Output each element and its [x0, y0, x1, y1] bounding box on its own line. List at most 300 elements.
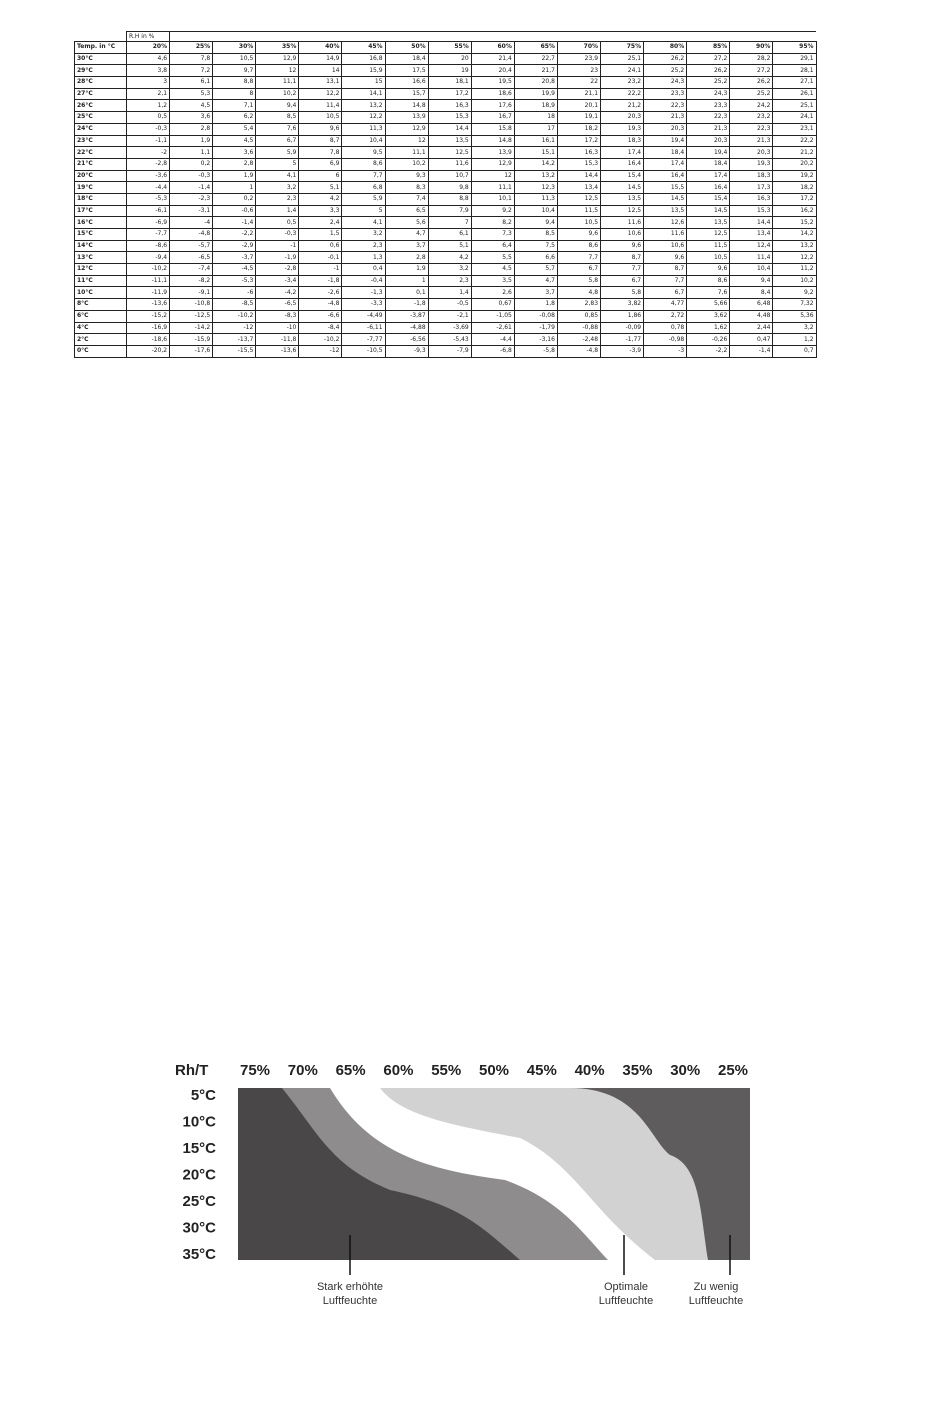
dew-point-value: 17,5 — [385, 65, 428, 77]
dew-point-value: -10,5 — [342, 345, 385, 357]
dew-point-value: -0,26 — [687, 334, 730, 346]
dew-point-value: -3,6 — [127, 170, 170, 182]
dew-point-value: 3,7 — [514, 287, 557, 299]
dew-point-value: 3,2 — [256, 182, 299, 194]
dew-point-value: -7,9 — [428, 345, 471, 357]
dew-point-value: 14,8 — [385, 100, 428, 112]
dew-point-value: 26,2 — [644, 53, 687, 65]
temperature-label: 10°C — [182, 1113, 216, 1131]
dew-point-value: 5,66 — [687, 299, 730, 311]
dew-point-value: 1,2 — [127, 100, 170, 112]
dew-point-value: -8,4 — [299, 322, 342, 334]
humidity-header — [240, 1062, 748, 1079]
dew-point-value: 0,5 — [256, 217, 299, 229]
temperature-column-header: Temp. in °C — [75, 42, 127, 54]
dew-point-value: -2,3 — [170, 193, 213, 205]
dew-point-value: 11,4 — [299, 100, 342, 112]
dew-point-value: 1 — [213, 182, 256, 194]
dew-point-value: 1,9 — [213, 170, 256, 182]
dew-point-value: 1,4 — [428, 287, 471, 299]
humidity-label: 50% — [479, 1062, 510, 1079]
dew-point-value: 6,1 — [170, 77, 213, 89]
dew-point-value: 20 — [428, 53, 471, 65]
dew-point-value: 22 — [557, 77, 600, 89]
temperature-label: 30°C — [182, 1219, 216, 1237]
dew-point-value: 9,6 — [601, 240, 644, 252]
dew-point-value: 7,4 — [385, 193, 428, 205]
legend-too-dry — [689, 1281, 743, 1307]
humidity-label: 40% — [574, 1062, 605, 1079]
dew-point-value: -15,5 — [213, 345, 256, 357]
dew-point-value: 8,8 — [213, 77, 256, 89]
dew-point-value: 23,2 — [730, 112, 773, 124]
dew-point-value: -14,2 — [170, 322, 213, 334]
dew-point-value: 3,2 — [428, 264, 471, 276]
dew-point-value: 21,3 — [687, 123, 730, 135]
dew-point-value: 14,1 — [342, 88, 385, 100]
dew-point-value: -1,9 — [256, 252, 299, 264]
dew-point-value: -8,6 — [127, 240, 170, 252]
humidity-column-header: 55% — [428, 42, 471, 54]
dew-point-value: -3,69 — [428, 322, 471, 334]
table-row — [75, 65, 817, 77]
dew-point-value: 10,2 — [385, 158, 428, 170]
dew-point-value: 21,3 — [730, 135, 773, 147]
dew-point-value: 3,7 — [385, 240, 428, 252]
dew-point-value: 7,2 — [170, 65, 213, 77]
dew-point-value: 15 — [342, 77, 385, 89]
table-row — [75, 240, 817, 252]
dew-point-value: 8,5 — [514, 229, 557, 241]
dew-point-value: 25,2 — [687, 77, 730, 89]
dew-point-value: -5,8 — [514, 345, 557, 357]
dew-point-value: 24,3 — [687, 88, 730, 100]
dew-point-value: 9,3 — [385, 170, 428, 182]
humidity-label: 70% — [287, 1062, 318, 1079]
humidity-column-header: 75% — [601, 42, 644, 54]
dew-point-value: 2,4 — [299, 217, 342, 229]
dew-point-value: -10 — [256, 322, 299, 334]
table-row — [75, 77, 817, 89]
dew-point-value: 25,1 — [773, 100, 816, 112]
dew-point-value: 12,2 — [299, 88, 342, 100]
dew-point-value: -1,77 — [601, 334, 644, 346]
dew-point-value: 1 — [385, 275, 428, 287]
dew-point-value: -4,49 — [342, 310, 385, 322]
dew-point-value: 4,2 — [299, 193, 342, 205]
dew-point-value: 5,5 — [471, 252, 514, 264]
dew-point-value: 23,9 — [557, 53, 600, 65]
diagram-corner-label: Rh/T — [175, 1062, 209, 1079]
dew-point-value: 24,1 — [773, 112, 816, 124]
dew-point-value: 5,4 — [213, 123, 256, 135]
table-blank-cell — [75, 32, 127, 42]
dew-point-value: 16,3 — [428, 100, 471, 112]
table-row — [75, 170, 817, 182]
dew-point-value: 14,4 — [730, 217, 773, 229]
dew-point-value: 12,4 — [730, 240, 773, 252]
dew-point-value: 26,2 — [687, 65, 730, 77]
dew-point-value: 14,4 — [557, 170, 600, 182]
dew-point-value: 0,2 — [213, 193, 256, 205]
dew-point-value: 5,3 — [170, 88, 213, 100]
temperature-label: 23°C — [75, 135, 127, 147]
dew-point-value: -2,2 — [687, 345, 730, 357]
dew-point-value: 23 — [557, 65, 600, 77]
dew-point-value: 3,2 — [342, 229, 385, 241]
temperature-label: 35°C — [182, 1246, 216, 1263]
temperature-label: 15°C — [182, 1140, 216, 1157]
dew-point-value: 17,6 — [471, 100, 514, 112]
dew-point-value: 16,1 — [514, 135, 557, 147]
dew-point-value: -6,5 — [170, 252, 213, 264]
table-row — [75, 287, 817, 299]
dew-point-value: -20,2 — [127, 345, 170, 357]
dew-point-value: 20,2 — [773, 158, 816, 170]
dew-point-value: 3,62 — [687, 310, 730, 322]
dew-point-value: 3,6 — [213, 147, 256, 159]
dew-point-value: 6,5 — [385, 205, 428, 217]
dew-point-value: 21,1 — [557, 88, 600, 100]
dew-point-value: 14,9 — [299, 53, 342, 65]
dew-point-value: 16,4 — [601, 158, 644, 170]
dew-point-value: 16,6 — [385, 77, 428, 89]
zone-area — [238, 1088, 750, 1260]
temperature-label: 5°C — [190, 1087, 216, 1104]
dew-point-value: 21,7 — [514, 65, 557, 77]
dew-point-value: 1,2 — [773, 334, 816, 346]
dew-point-value: 27,2 — [730, 65, 773, 77]
humidity-column-header: 50% — [385, 42, 428, 54]
humidity-label: 35% — [622, 1062, 653, 1079]
dew-point-value: 20,8 — [514, 77, 557, 89]
dew-point-value: -3,87 — [385, 310, 428, 322]
dew-point-value: -0,09 — [601, 322, 644, 334]
dew-point-value: 10,7 — [428, 170, 471, 182]
dew-point-value: 21,2 — [601, 100, 644, 112]
dew-point-value: 9,4 — [730, 275, 773, 287]
dew-point-value: 3,8 — [127, 65, 170, 77]
dew-point-value: 0,78 — [644, 322, 687, 334]
dew-point-value: 10,2 — [773, 275, 816, 287]
table-row — [75, 229, 817, 241]
dew-point-value: 10,5 — [557, 217, 600, 229]
dew-point-value: 12,5 — [428, 147, 471, 159]
dew-point-value: 6,9 — [299, 158, 342, 170]
temperature-label: 6°C — [75, 310, 127, 322]
dew-point-value: 15,2 — [773, 217, 816, 229]
dew-point-value: 1,9 — [385, 264, 428, 276]
dew-point-value: 21,4 — [471, 53, 514, 65]
dew-point-value: 6 — [299, 170, 342, 182]
dew-point-value: 14,5 — [687, 205, 730, 217]
dew-point-value: 16,7 — [471, 112, 514, 124]
dew-point-value: 7,32 — [773, 299, 816, 311]
dew-point-value: -10,2 — [213, 310, 256, 322]
dew-point-value: 13,9 — [385, 112, 428, 124]
dew-point-value: -2 — [127, 147, 170, 159]
temperature-label: 11°C — [75, 275, 127, 287]
table-row — [75, 310, 817, 322]
dew-point-value: -18,6 — [127, 334, 170, 346]
dew-point-value: -0,3 — [170, 170, 213, 182]
dew-point-value: 17,4 — [601, 147, 644, 159]
dew-point-value: -2,6 — [299, 287, 342, 299]
dew-point-value: 29,1 — [773, 53, 816, 65]
dew-point-value: 8,6 — [687, 275, 730, 287]
dew-point-value: 27,2 — [687, 53, 730, 65]
dew-point-value: -2,48 — [557, 334, 600, 346]
dew-point-value: -4,8 — [557, 345, 600, 357]
dew-point-value: 4,77 — [644, 299, 687, 311]
dew-point-value: -4 — [170, 217, 213, 229]
legend-optimal — [599, 1281, 653, 1307]
dew-point-value: 4,7 — [514, 275, 557, 287]
dew-point-value: -6,1 — [127, 205, 170, 217]
dew-point-value: 17,3 — [730, 182, 773, 194]
dew-point-value: 18,9 — [514, 100, 557, 112]
dew-point-value: 8,6 — [342, 158, 385, 170]
dew-point-value: 11,4 — [730, 252, 773, 264]
dew-point-value: -1 — [256, 240, 299, 252]
dew-point-value: 25,2 — [730, 88, 773, 100]
temperature-label: 20°C — [75, 170, 127, 182]
dew-point-value: -11,1 — [127, 275, 170, 287]
dew-point-value: 16,4 — [644, 170, 687, 182]
dew-point-value: 11,1 — [385, 147, 428, 159]
dew-point-value: 8,4 — [730, 287, 773, 299]
dew-point-value: 5,7 — [514, 264, 557, 276]
temperature-label: 21°C — [75, 158, 127, 170]
dew-point-value: -10,2 — [127, 264, 170, 276]
legend-strongly-elevated-line1: Stark erhöhte — [316, 1281, 384, 1293]
dew-point-value: 17,4 — [687, 170, 730, 182]
table-row — [75, 264, 817, 276]
table-row — [75, 252, 817, 264]
dew-point-value: 23,1 — [773, 123, 816, 135]
dew-point-value: 26,2 — [730, 77, 773, 89]
temperature-label: 29°C — [75, 65, 127, 77]
dew-point-value: -6,6 — [299, 310, 342, 322]
dew-point-value: 4,5 — [170, 100, 213, 112]
dew-point-value: 19,9 — [514, 88, 557, 100]
dew-point-value: 3,82 — [601, 299, 644, 311]
dew-point-value: -3 — [644, 345, 687, 357]
dew-point-value: 7,6 — [256, 123, 299, 135]
dew-point-value: 13,2 — [773, 240, 816, 252]
dew-point-value: 19,3 — [601, 123, 644, 135]
dew-point-value: 20,3 — [730, 147, 773, 159]
dew-point-value: 2,8 — [385, 252, 428, 264]
dew-point-value: -0,3 — [256, 229, 299, 241]
dew-point-value: 9,8 — [428, 182, 471, 194]
dew-point-value: -8,3 — [256, 310, 299, 322]
dew-point-value: 5 — [256, 158, 299, 170]
dew-point-value: 19,1 — [557, 112, 600, 124]
dew-point-value: -13,7 — [213, 334, 256, 346]
dew-point-value: 23,2 — [601, 77, 644, 89]
dew-point-value: -11,9 — [127, 287, 170, 299]
dew-point-value: 0,1 — [385, 287, 428, 299]
dew-point-value: 13,1 — [299, 77, 342, 89]
humidity-column-header: 70% — [557, 42, 600, 54]
dew-point-value: 20,3 — [687, 135, 730, 147]
dew-point-value: 9,4 — [256, 100, 299, 112]
humidity-column-header: 25% — [170, 42, 213, 54]
temperature-label: 10°C — [75, 287, 127, 299]
dew-point-value: 5,9 — [342, 193, 385, 205]
dew-point-value: 2,3 — [428, 275, 471, 287]
dew-point-value: 2,8 — [170, 123, 213, 135]
dew-point-value: 7,3 — [471, 229, 514, 241]
dew-point-value: 4,7 — [385, 229, 428, 241]
dew-point-value: 9,4 — [514, 217, 557, 229]
table-row — [75, 205, 817, 217]
humidity-label: 55% — [431, 1062, 462, 1079]
dew-point-value: 7,9 — [428, 205, 471, 217]
dew-point-value: 15,7 — [385, 88, 428, 100]
dew-point-value: 2,72 — [644, 310, 687, 322]
dew-point-value: -1,4 — [213, 217, 256, 229]
dew-point-value: -1,8 — [385, 299, 428, 311]
humidity-column-header: 90% — [730, 42, 773, 54]
dew-point-value: 8,3 — [385, 182, 428, 194]
dew-point-value: 10,1 — [471, 193, 514, 205]
dew-point-value: 2,1 — [127, 88, 170, 100]
dew-point-value: 14,2 — [514, 158, 557, 170]
dew-point-value: 22,7 — [514, 53, 557, 65]
dew-point-value: -1,4 — [730, 345, 773, 357]
dew-point-value: 13,2 — [342, 100, 385, 112]
dew-point-value: -4,5 — [213, 264, 256, 276]
dew-point-value: -1 — [299, 264, 342, 276]
dew-point-value: 9,5 — [342, 147, 385, 159]
dew-point-value: -7,4 — [170, 264, 213, 276]
temperature-label: 17°C — [75, 205, 127, 217]
dew-point-value: 13,4 — [557, 182, 600, 194]
dew-point-value: -5,7 — [170, 240, 213, 252]
dew-point-value: -0,98 — [644, 334, 687, 346]
dew-point-value: 5,36 — [773, 310, 816, 322]
dew-point-value: 24,2 — [730, 100, 773, 112]
dew-point-value: 18,3 — [601, 135, 644, 147]
dew-point-value: 12,3 — [514, 182, 557, 194]
temperature-label: 2°C — [75, 334, 127, 346]
dew-point-value: -0,08 — [514, 310, 557, 322]
dew-point-value: 19,3 — [730, 158, 773, 170]
dew-point-value: 5,1 — [299, 182, 342, 194]
temperature-label: 18°C — [75, 193, 127, 205]
dew-point-value: 23,3 — [644, 88, 687, 100]
dew-point-value: 1,4 — [256, 205, 299, 217]
dew-point-value: -13,6 — [256, 345, 299, 357]
dew-point-value: 8,6 — [557, 240, 600, 252]
dew-point-value: 6,48 — [730, 299, 773, 311]
table-row — [75, 182, 817, 194]
table-row — [75, 147, 817, 159]
dew-point-value: 18,1 — [428, 77, 471, 89]
dew-point-value: 7,6 — [687, 287, 730, 299]
humidity-column-header: 65% — [514, 42, 557, 54]
dew-point-value: 2,3 — [256, 193, 299, 205]
humidity-column-header: 60% — [471, 42, 514, 54]
dew-point-value: 3,2 — [773, 322, 816, 334]
dew-point-value: -1,3 — [342, 287, 385, 299]
dew-point-value: 7,7 — [342, 170, 385, 182]
dew-point-value: 15,4 — [601, 170, 644, 182]
dew-point-value: 0,4 — [342, 264, 385, 276]
dew-point-value: -1,1 — [127, 135, 170, 147]
dew-point-value: 8,7 — [601, 252, 644, 264]
dew-point-value: 20,1 — [557, 100, 600, 112]
dew-point-value: -9,4 — [127, 252, 170, 264]
dew-point-value: -17,6 — [170, 345, 213, 357]
dew-point-value: 4,8 — [557, 287, 600, 299]
dew-point-value: -3,3 — [342, 299, 385, 311]
dew-point-value: -2,8 — [127, 158, 170, 170]
dew-point-value: -11,8 — [256, 334, 299, 346]
humidity-caption: R.H in % — [127, 32, 170, 42]
dew-point-value: -2,2 — [213, 229, 256, 241]
humidity-label: 25% — [718, 1062, 749, 1079]
dew-point-value: 24,1 — [601, 65, 644, 77]
dew-point-value: 2,8 — [213, 158, 256, 170]
dew-point-value: 10,4 — [514, 205, 557, 217]
humidity-label: 30% — [670, 1062, 701, 1079]
dew-point-value: -0,4 — [342, 275, 385, 287]
dew-point-value: -1,4 — [170, 182, 213, 194]
dew-point-value: 19,2 — [773, 170, 816, 182]
humidity-column-header: 95% — [773, 42, 816, 54]
dew-point-value: 13,2 — [514, 170, 557, 182]
dew-point-value: -6 — [213, 287, 256, 299]
dew-point-value: 22,2 — [773, 135, 816, 147]
dew-point-value: 3,6 — [170, 112, 213, 124]
dew-point-value: 28,2 — [730, 53, 773, 65]
dew-point-value: 15,1 — [514, 147, 557, 159]
dew-point-value: -10,2 — [299, 334, 342, 346]
dew-point-value: 1,9 — [170, 135, 213, 147]
dew-point-value: 17 — [514, 123, 557, 135]
dew-point-value: 13,5 — [687, 217, 730, 229]
caption-spacer — [170, 32, 816, 42]
table-row — [75, 275, 817, 287]
humidity-column-header: 85% — [687, 42, 730, 54]
dew-point-value: 19,4 — [687, 147, 730, 159]
legend-optimal-line1: Optimale — [603, 1281, 649, 1293]
humidity-column-header: 45% — [342, 42, 385, 54]
temperature-axis — [182, 1087, 216, 1263]
dew-point-value: 18,2 — [773, 182, 816, 194]
dew-point-value: -5,3 — [127, 193, 170, 205]
dew-point-value: -3,16 — [514, 334, 557, 346]
dew-point-value: -4,8 — [170, 229, 213, 241]
dew-point-value: 25,2 — [644, 65, 687, 77]
dew-point-value: -6,5 — [256, 299, 299, 311]
humidity-column-header: 30% — [213, 42, 256, 54]
dew-point-value: -9,3 — [385, 345, 428, 357]
dew-point-value: 10,5 — [687, 252, 730, 264]
dew-point-value: -5,43 — [428, 334, 471, 346]
dew-point-value: 0,47 — [730, 334, 773, 346]
dew-point-value: 9,6 — [687, 264, 730, 276]
dew-point-value: -1,05 — [471, 310, 514, 322]
dew-point-value: -0,6 — [213, 205, 256, 217]
dew-point-value: 8,7 — [299, 135, 342, 147]
dew-point-value: -2,8 — [256, 264, 299, 276]
temperature-label: 20°C — [182, 1166, 216, 1184]
dew-point-value: 11,6 — [428, 158, 471, 170]
